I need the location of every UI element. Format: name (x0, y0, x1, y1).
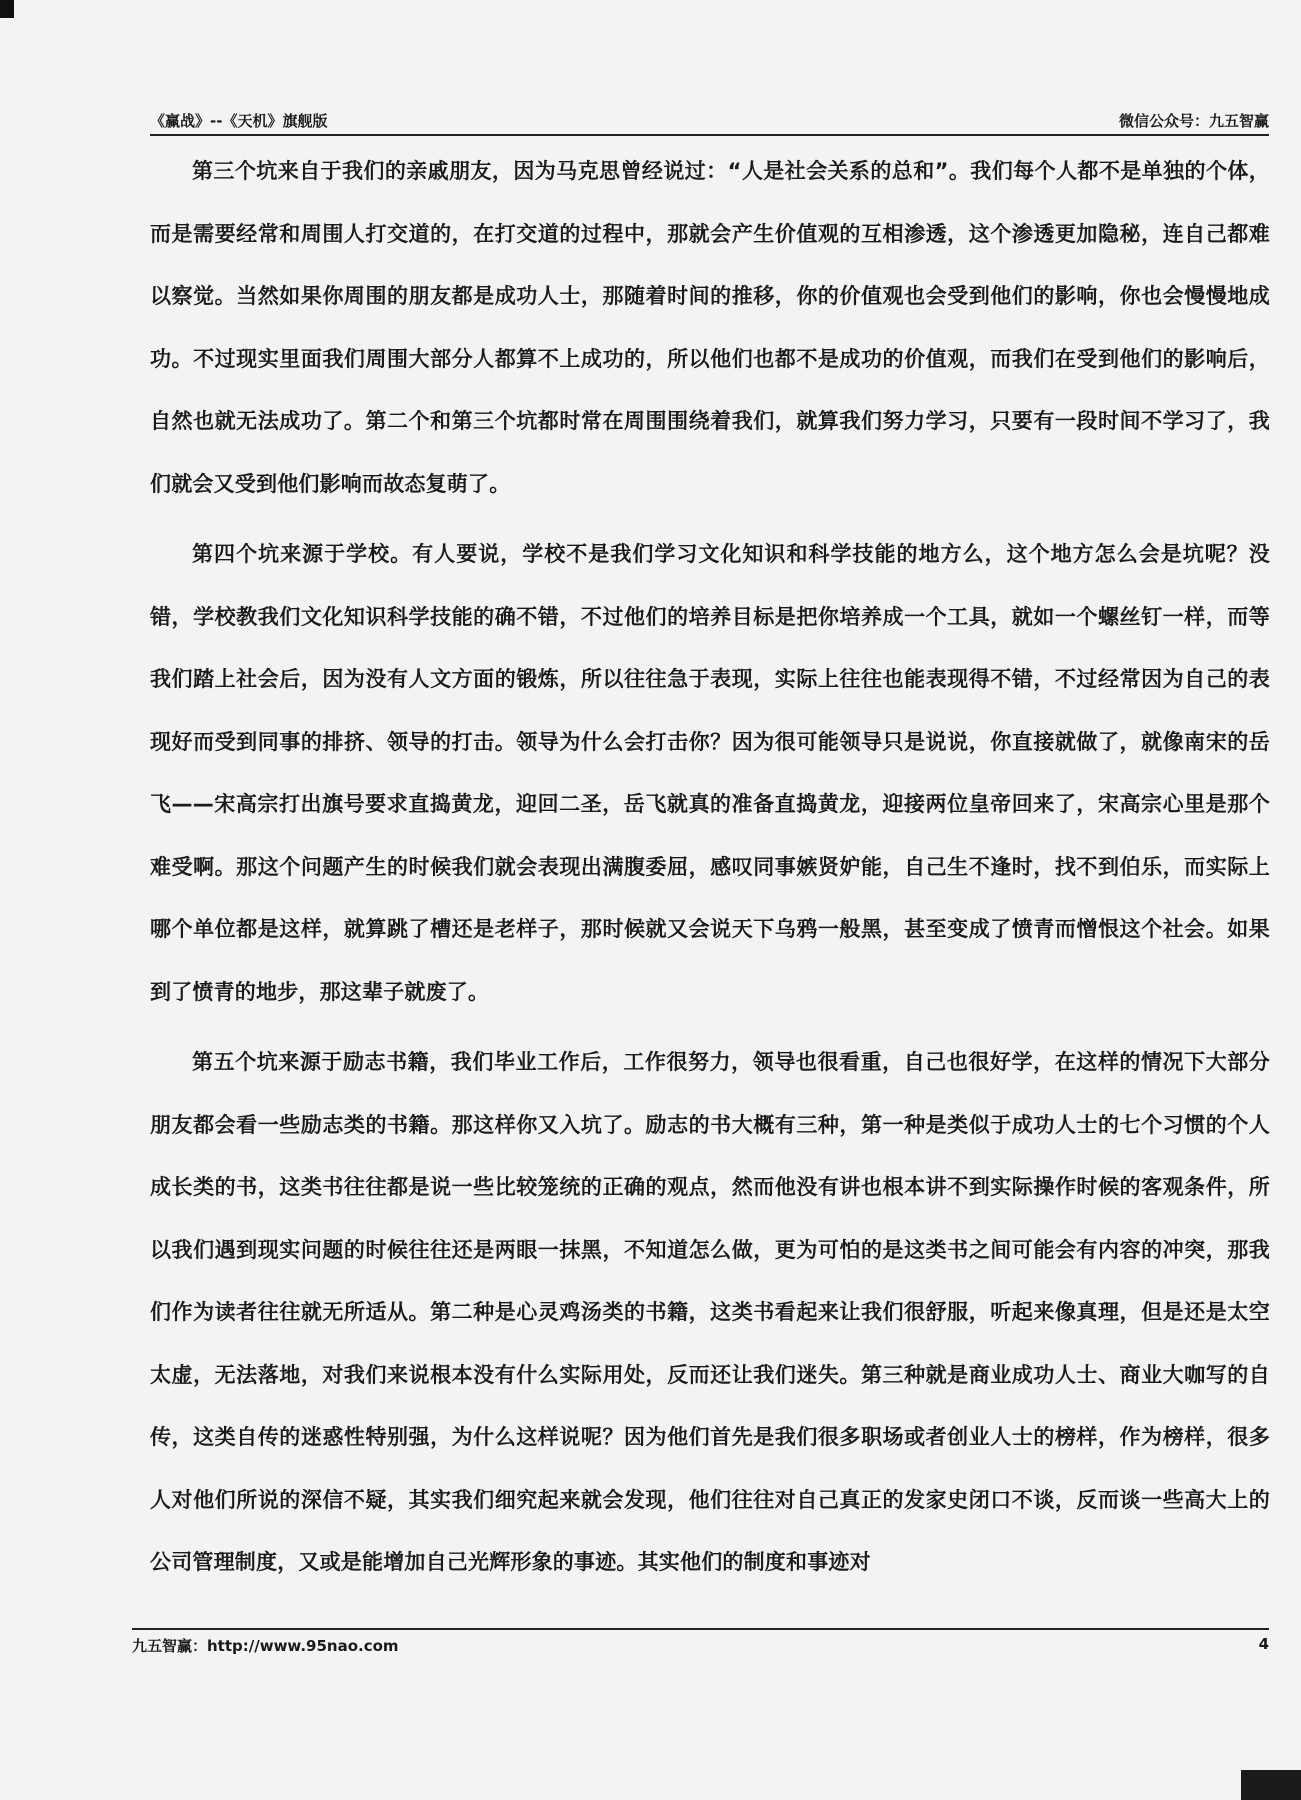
paragraph: 第四个坑来源于学校。有人要说，学校不是我们学习文化知识和科学技能的地方么，这个地方怎么会是坑呢？没错，学校教我们文化知识科学技能的确不错，不过他们的培养目标是把你培养成一个工具，就如一个螺丝钉一样，而等我们踏上社会后，因为没有人文方面的锻炼，所以往往急于表现，实际上往往也能表现得不错，不过经常因为自己的表现好而受到同事的排挤、领导的打击。领导为什么会打击你？因为很可能领导只是说说，你直接就做了，就像南宋的岳飞——宋高宗打出旗号要求直捣黄龙，迎回二圣，岳飞就真的准备直捣黄龙，迎接两位皇帝回来了，宋高宗心里是那个难受啊。那这个问题产生的时候我们就会表现出满腹委屈，感叹同事嫉贤妒能，自己生不逢时，找不到伯乐，而实际上哪个单位都是这样，就算跳了槽还是老样子，那时候就又会说天下乌鸦一般黑，甚至变成了愤青而憎恨这个社会。如果到了愤青的地步，那这辈子就废了。 (150, 542, 1270, 1004)
header-book-title: 《赢战》--《天机》旗舰版 (150, 112, 328, 130)
body-text (150, 140, 1270, 1602)
paragraph: 第三个坑来自于我们的亲戚朋友，因为马克思曾经说过：“人是社会关系的总和”。我们每个人都不是单独的个体，而是需要经常和周围人打交道的，在打交道的过程中，那就会产生价值观的互相渗透，这个渗透更加隐秘，连自己都难以察觉。当然如果你周围的朋友都是成功人士，那随着时间的推移，你的价值观也会受到他们的影响，你也会慢慢地成功。不过现实里面我们周围大部分人都算不上成功的，所以他们也都不是成功的价值观，而我们在受到他们的影响后，自然也就无法成功了。第二个和第三个坑都时常在周围围绕着我们，就算我们努力学习，只要有一段时间不学习了，我们就会又受到他们影响而故态复萌了。 (150, 159, 1270, 496)
page-footer (132, 1628, 1269, 1660)
footer-website: 九五智赢：http://www.95nao.com (132, 1637, 399, 1655)
scan-mark (0, 0, 14, 18)
page-number: 4 (1258, 1635, 1269, 1653)
scan-mark (1241, 1770, 1301, 1800)
header-wechat-account: 微信公众号：九五智赢 (1118, 112, 1269, 130)
page-header (150, 108, 1269, 136)
paragraph: 第五个坑来源于励志书籍，我们毕业工作后，工作很努力，领导也很看重，自己也很好学，在这样的情况下大部分朋友都会看一些励志类的书籍。那这样你又入坑了。励志的书大概有三种，第一种是类似于成功人士的七个习惯的个人成长类的书，这类书往往都是说一些比较笼统的正确的观点，然而他没有讲也根本讲不到实际操作时候的客观条件，所以我们遇到现实问题的时候往往还是两眼一抹黑，不知道怎么做，更为可怕的是这类书之间可能会有内容的冲突，那我们作为读者往往就无所适从。第二种是心灵鸡汤类的书籍，这类书看起来让我们很舒服，听起来像真理，但是还是太空太虚，无法落地，对我们来说根本没有什么实际用处，反而还让我们迷失。第三种就是商业成功人士、商业大咖写的自传，这类自传的迷惑性特别强，为什么这样说呢？因为他们首先是我们很多职场或者创业人士的榜样，作为榜样，很多人对他们所说的深信不疑，其实我们细究起来就会发现，他们往往对自己真正的发家史闭口不谈，反而谈一些高大上的公司管理制度，又或是能增加自己光辉形象的事迹。其实他们的制度和事迹对 (150, 1050, 1270, 1574)
